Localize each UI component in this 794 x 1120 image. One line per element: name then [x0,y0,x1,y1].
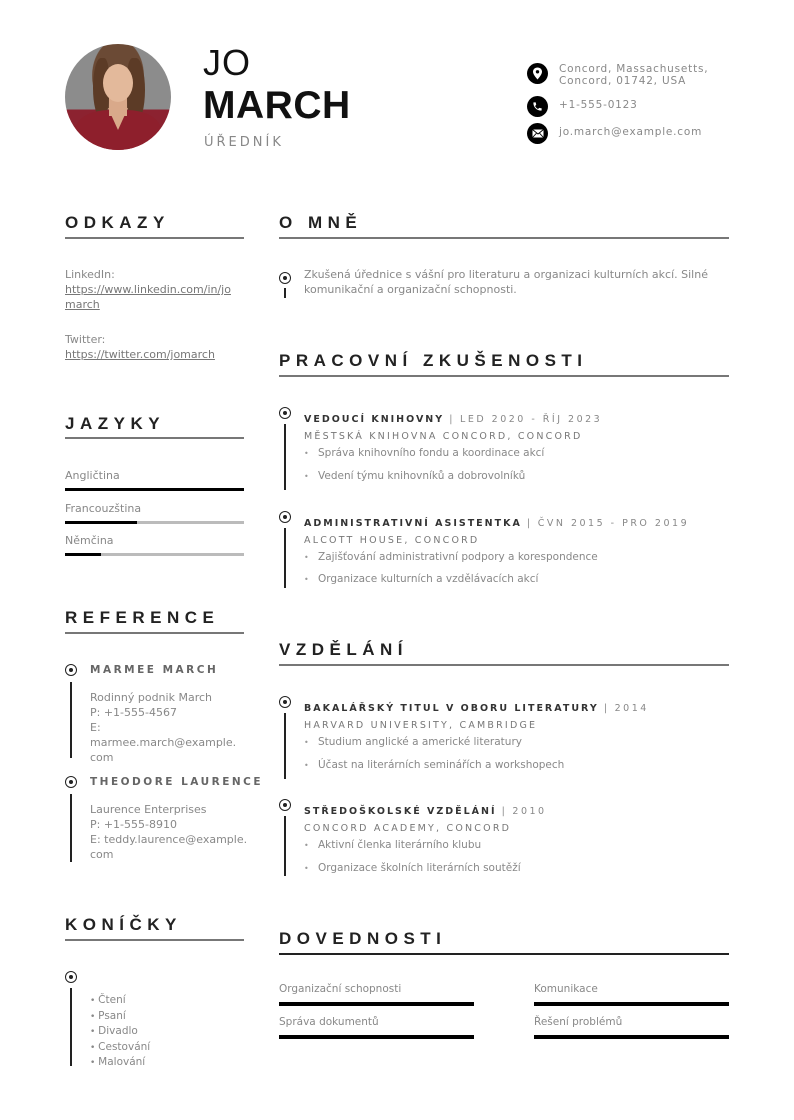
hobby-item: • Psaní [90,1009,150,1025]
timeline-dot-icon [279,407,291,419]
linkedin-link[interactable]: https://www.linkedin.com/in/jo [65,283,231,296]
education-degree: BAKALÁŘSKÝ TITUL V OBORU LITERATURY [304,703,599,714]
skill-name: Organizační schopnosti [279,983,402,995]
profile-photo [65,44,171,150]
education-bullet: • Organizace školních literárních soutěží [304,862,521,874]
reference-name: MARMEE MARCH [90,664,219,676]
skill-name: Řešení problémů [534,1016,623,1028]
timeline-line [70,794,72,862]
job-role: VEDOUCÍ KNIHOVNY [304,414,445,425]
twitter-link[interactable]: https://twitter.com/jomarch [65,348,215,361]
hobby-item: • Cestování [90,1040,150,1056]
timeline-dot-icon [279,272,291,284]
reference-details [90,690,250,765]
hobbies-list [90,993,150,1071]
education-divider [279,664,729,666]
reference-company: Laurence Enterprises [90,803,207,816]
separator: | [501,806,508,817]
envelope-icon [527,123,548,144]
language-item [65,468,244,491]
references-title: REFERENCE [65,608,220,627]
education-school: CONCORD ACADEMY, CONCORD [304,823,512,834]
links-title: ODKAZY [65,213,170,232]
timeline-line [284,288,286,298]
timeline-dot-icon [279,696,291,708]
contact-address [527,63,708,87]
timeline-line [284,528,286,588]
skill-level-bar [534,1035,729,1039]
email-text: jo.march@example.com [559,126,703,138]
reference-phone: P: +1-555-8910 [90,818,177,831]
language-item [65,533,244,556]
hobbies-divider [65,939,244,941]
education-heading [304,696,649,715]
links-twitter [65,332,245,362]
about-title: O MNĚ [279,213,363,232]
linkedin-link-cont[interactable]: march [65,298,100,311]
timeline-line [70,682,72,758]
education-year: 2010 [512,806,547,817]
language-level-bar [65,488,244,491]
job-dates: LED 2020 - ŘÍJ 2023 [460,414,603,425]
hobbies-title: KONÍČKY [65,915,182,934]
job-title: ÚŘEDNÍK [204,135,284,150]
timeline-dot-icon [65,776,77,788]
skill-name: Komunikace [534,983,598,995]
phone-icon [527,96,548,117]
education-degree: STŘEDOŠKOLSKÉ VZDĚLÁNÍ [304,806,497,817]
education-school: HARVARD UNIVERSITY, CAMBRIDGE [304,720,538,731]
job-bullet: • Vedení týmu knihovníků a dobrovolníků [304,470,525,482]
last-name: MARCH [203,84,351,127]
languages-divider [65,437,244,439]
language-level-bar [65,553,244,556]
education-bullet: • Účast na literárních seminářích a workshopech [304,759,564,771]
about-text: Zkušená úřednice s vášní pro literaturu a organizaci kulturních akcí. Silné komunikační a organizační schopnosti. [304,268,708,296]
timeline-line [284,713,286,779]
education-heading [304,799,547,818]
skill-item [279,1016,474,1039]
first-name: JO [203,42,252,83]
language-name: Francouzština [65,502,142,515]
education-title: VZDĚLÁNÍ [279,640,408,659]
reference-company: Rodinný podnik March [90,691,212,704]
timeline-dot-icon [279,799,291,811]
job-role: ADMINISTRATIVNÍ ASISTENTKA [304,518,522,529]
timeline-dot-icon [65,664,77,676]
hobby-item: • Malování [90,1055,150,1071]
address-line-1: Concord, Massachusetts, [559,63,709,75]
language-name: Němčina [65,534,114,547]
timeline-line [284,816,286,876]
skill-name: Správa dokumentů [279,1016,379,1028]
timeline-line [284,424,286,490]
contact-phone [527,96,638,117]
job-employer: ALCOTT HOUSE, CONCORD [304,535,480,546]
skills-title: DOVEDNOSTI [279,929,447,948]
reference-details [90,802,250,862]
skill-level-bar [279,1035,474,1039]
job-heading [304,511,689,530]
twitter-label: Twitter: [65,333,106,346]
phone-text: +1-555-0123 [559,99,638,111]
language-item [65,501,244,524]
reference-email-cont: com [90,848,114,861]
timeline-dot-icon [65,971,77,983]
job-bullet: • Organizace kulturních a vzdělávacích akcí [304,573,538,585]
separator: | [603,703,610,714]
education-bullet: • Aktivní členka literárního klubu [304,839,481,851]
skill-item [534,1016,729,1039]
reference-email: E: marmee.march@example. [90,721,237,749]
skill-level-bar [279,1002,474,1006]
job-bullet: • Správa knihovního fondu a koordinace akcí [304,447,544,459]
experience-divider [279,375,729,377]
linkedin-label: LinkedIn: [65,268,115,281]
links-linkedin [65,267,245,312]
about-divider [279,237,729,239]
job-employer: MĚSTSKÁ KNIHOVNA CONCORD, CONCORD [304,431,583,442]
education-bullet: • Studium anglické a americké literatury [304,736,522,748]
reference-email-cont: com [90,751,114,764]
contact-email [527,123,702,144]
separator: | [449,414,455,425]
timeline-dot-icon [279,511,291,523]
job-bullet: • Zajišťování administrativní podpory a korespondence [304,551,598,563]
location-pin-icon [527,63,548,84]
reference-name: THEODORE LAURENCE [90,776,264,788]
language-level-bar [65,521,244,524]
skill-level-bar [534,1002,729,1006]
hobby-item: • Čtení [90,993,150,1009]
languages-title: JAZYKY [65,414,166,433]
language-name: Angličtina [65,469,120,482]
reference-phone: P: +1-555-4567 [90,706,177,719]
address-line-2: Concord, 01742, USA [559,75,687,87]
education-year: 2014 [614,703,649,714]
job-heading [304,407,602,426]
skills-divider [279,953,729,955]
timeline-line [70,988,72,1066]
links-divider [65,237,244,239]
experience-title: PRACOVNÍ ZKUŠENOSTI [279,351,588,370]
reference-email: E: teddy.laurence@example. [90,833,248,846]
separator: | [526,518,533,529]
skill-item [534,983,729,1006]
hobby-item: • Divadlo [90,1024,150,1040]
job-dates: ČVN 2015 - PRO 2019 [537,518,690,529]
skill-item [279,983,474,1006]
references-divider [65,632,244,634]
